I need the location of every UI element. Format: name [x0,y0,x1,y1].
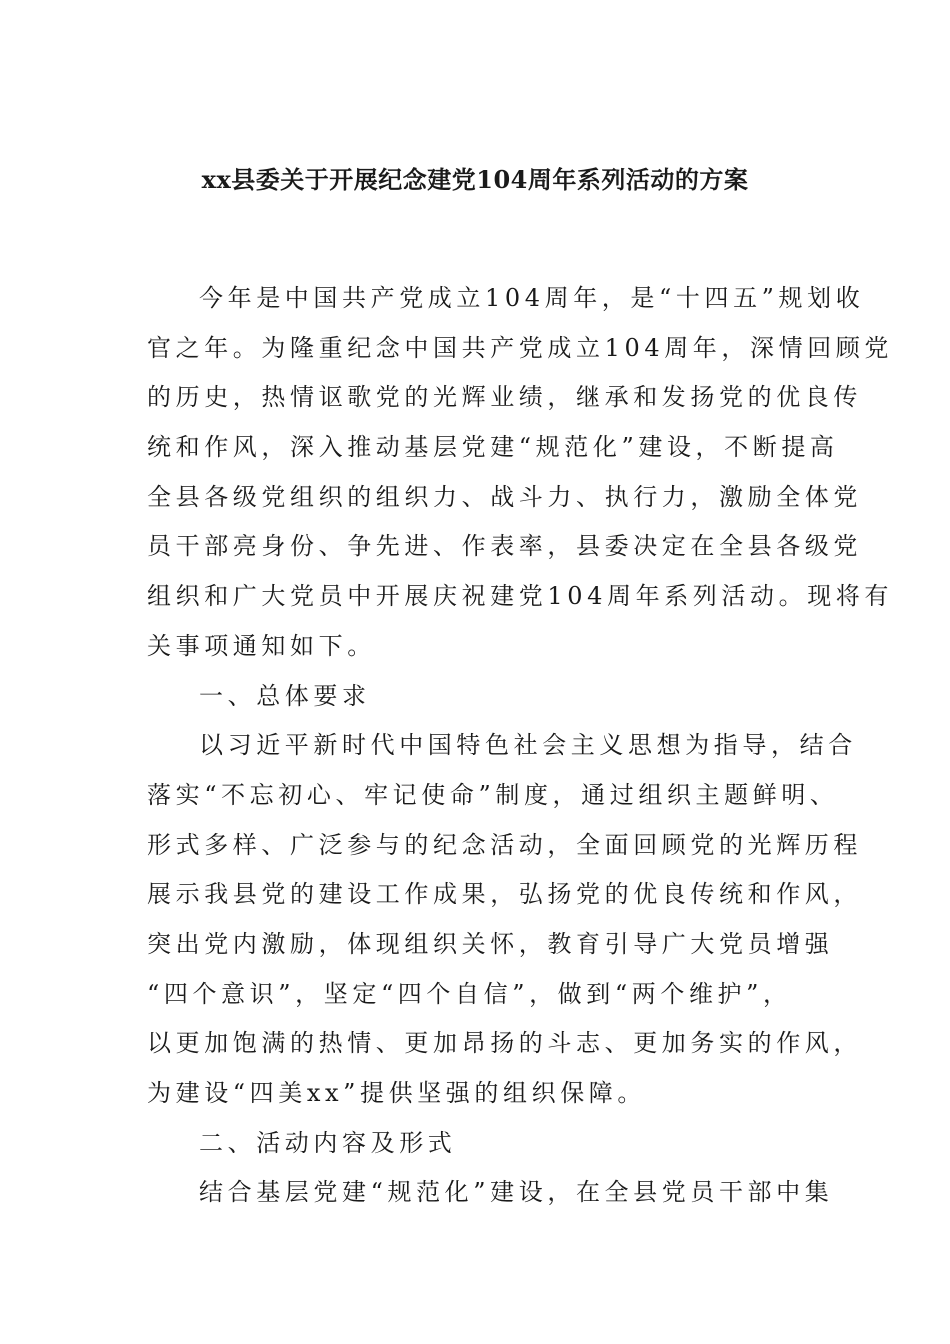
document-title: xx县委关于开展纪念建党104周年系列活动的方案 [201,165,749,194]
paragraph-line: 以更加饱满的热情、更加昂扬的斗志、更加务实的作风， [147,1029,862,1058]
paragraph-line: 今年是中国共产党成立104周年，是“十四五”规划收 [199,284,865,312]
paragraph-line: 展示我县党的建设工作成果，弘扬党的优良传统和作风， [147,880,862,909]
paragraph-line: 以习近平新时代中国特色社会主义思想为指导，结合 [199,731,857,760]
paragraph-line: 为建设“四美xx”提供坚强的组织保障。 [147,1079,647,1107]
paragraph-line: 突出党内激励，体现组织关怀，教育引导广大党员增强 [147,929,834,958]
paragraph-line: 员干部亮身份、争先进、作表率，县委决定在全县各级党 [147,532,862,561]
section-heading-general-requirements: 一、总体要求 [199,681,371,710]
paragraph-line: 落实“不忘初心、牢记使命”制度，通过组织主题鲜明、 [147,780,839,809]
document-body [147,274,894,1218]
paragraph-line: 统和作风，深入推动基层党建“规范化”建设，不断提高 [147,433,839,462]
paragraph-line: 全县各级党组织的组织力、战斗力、执行力，激励全体党 [147,482,862,511]
paragraph-line: 的历史，热情讴歌党的光辉业绩，继承和发扬党的优良传 [147,383,862,412]
paragraph-line: 关事项通知如下。 [147,631,376,660]
paragraph-line: 组织和广大党员中开展庆祝建党104周年系列活动。现将有 [147,582,894,611]
paragraph-line: 官之年。为隆重纪念中国共产党成立104周年，深情回顾党 [147,333,894,362]
paragraph-line: 结合基层党建“规范化”建设，在全县党员干部中集 [199,1178,834,1207]
section-heading-activity-content: 二、活动内容及形式 [199,1128,457,1157]
paragraph-line: “四个意识”，坚定“四个自信”，做到“两个维护”， [147,979,792,1008]
paragraph-line: 形式多样、广泛参与的纪念活动，全面回顾党的光辉历程 [147,830,862,859]
